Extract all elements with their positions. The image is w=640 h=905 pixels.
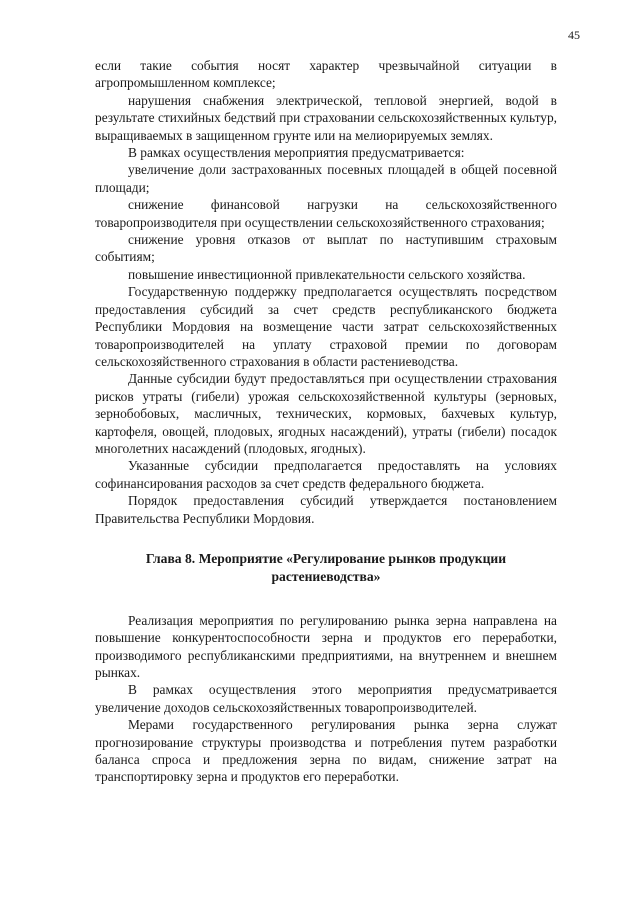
paragraph: увеличение доли застрахованных посевных площадей в общей посевной площади;: [95, 162, 557, 195]
paragraph: В рамках осуществления мероприятия предусматривается:: [128, 145, 465, 161]
paragraph: В рамках осуществления этого мероприятия предусматривается увеличение доходов сельскохозяйственных товаропроизводителей.: [95, 682, 557, 715]
paragraph: Государственную поддержку предполагается осуществлять посредством предоставления субсидий за счет средств республиканского бюджета Республики Мордовия на возмещение части затрат сельскохозяйственных товаропроизводителей на уплату страховой премии по договорам сельскохозяйственного страхования в области растениеводства.: [95, 284, 557, 369]
paragraph: Мерами государственного регулирования рынка зерна служат прогнозирование структуры производства и потребления путем разработки баланса спроса и предложения зерна по видам, снижение затрат на транспортировку зерна и продуктов его переработки.: [95, 717, 557, 785]
document-body: [95, 57, 557, 786]
paragraph: Реализация мероприятия по регулированию рынка зерна направлена на повышение конкурентоспособности зерна и продуктов его переработки, производимого республиканскими предприятиями, на внутреннем и внешнем рынках.: [95, 612, 557, 680]
paragraph: Данные субсидии будут предоставляться при осуществлении страхования рисков утраты (гибели) урожая сельскохозяйственной культуры (зерновых, зернобобовых, масличных, технических, кормовых, бахчевых культур, картофеля, овощей, плодовых, ягодных насаждений), утраты (гибели) посадок многолетних насаждений (плодовых, ягодных).: [95, 371, 557, 456]
paragraph: Указанные субсидии предполагается предоставлять на условиях софинансирования расходов за счет средств федерального бюджета.: [95, 458, 557, 491]
chapter-heading: [95, 550, 557, 587]
chapter-heading-line: Глава 8. Мероприятие «Регулирование рынков продукции: [145, 550, 507, 566]
paragraph: повышение инвестиционной привлекательности сельского хозяйства.: [128, 266, 526, 282]
paragraph: Порядок предоставления субсидий утверждается постановлением Правительства Республики Мордовия.: [95, 493, 557, 526]
paragraph: снижение финансовой нагрузки на сельскохозяйственного товаропроизводителя при осуществлении сельскохозяйственного страхования;: [95, 197, 557, 230]
paragraph: нарушения снабжения электрической, тепловой энергией, водой в результате стихийных бедствий при страховании сельскохозяйственных культур, выращиваемых в защищенном грунте или на мелиорируемых землях.: [95, 92, 557, 143]
page-number: 45: [568, 28, 580, 42]
paragraph: снижение уровня отказов от выплат по наступившим страховым событиям;: [95, 232, 557, 265]
paragraph: если такие события носят характер чрезвычайной ситуации в агропромышленном комплексе;: [95, 58, 557, 91]
chapter-heading-line: растениеводства»: [271, 569, 381, 585]
